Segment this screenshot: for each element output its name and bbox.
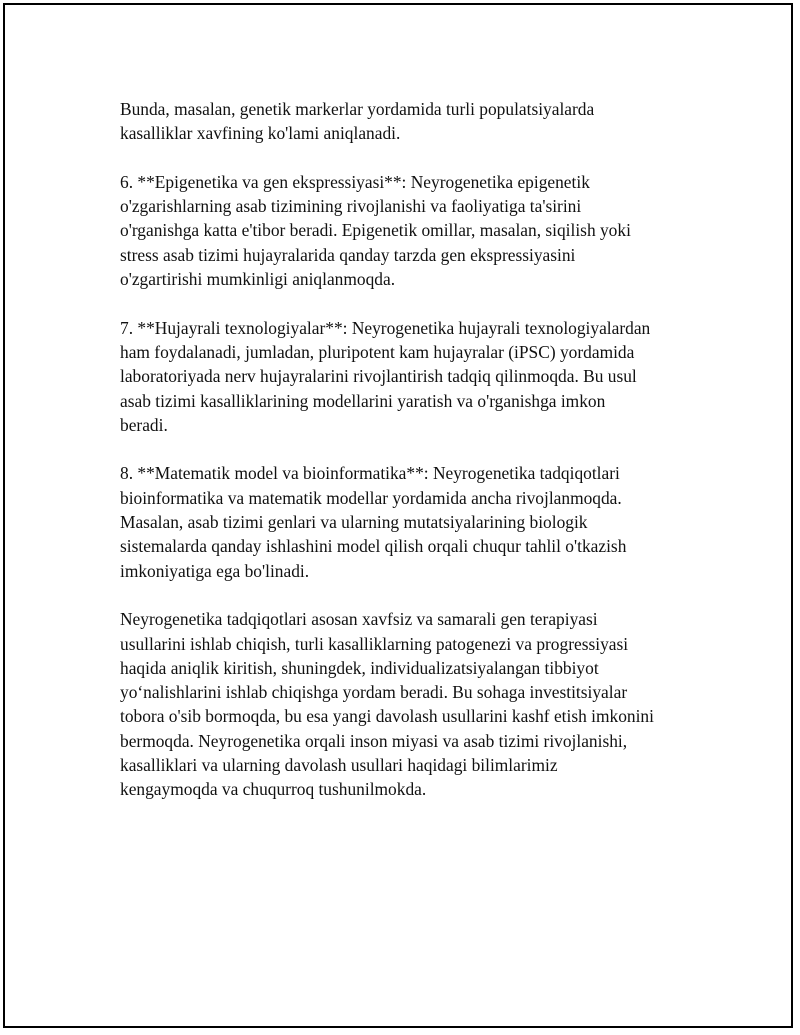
document-page <box>3 3 793 1028</box>
paragraph-conclusion: Neyrogenetika tadqiqotlari asosan xavfsiz va samarali gen terapiyasi usullarini ishlab chiqish, turli kasalliklarning patogenezi va progressiyasi haqida aniqlik kiritish, shuningdek, individualizatsiyalangan tibbiyot yo‘nalishlarini ishlab chiqishga yordam beradi. Bu sohaga investitsiyalar tobora o'sib bormoqda, bu esa yangi davolash usullarini kashf etish imkonini bermoqda. Neyrogenetika orqali inson miyasi va asab tizimi rivojlanishi, kasalliklari va ularning davolash usullari haqidagi bilimlarimiz kengaymoqda va chuqurroq tushunilmokda. <box>120 609 654 800</box>
document-body <box>120 97 710 802</box>
paragraph-cell-technologies: 7. **Hujayrali texnologiyalar**: Neyrogenetika hujayrali texnologiyalardan ham foydalanadi, jumladan, pluripotent kam hujayralar (iPSC) yordamida laboratoriyada nerv hujayralarini rivojlantirish tadqiq qilinmoqda. Bu usul asab tizimi kasalliklarining modellarini yaratish va o'rganishga imkon beradi. <box>120 317 651 435</box>
paragraph-math-bioinformatics: 8. **Matematik model va bioinformatika**: Neyrogenetika tadqiqotlari bioinformatika va matematik modellar yordamida ancha rivojlanmoqda. Masalan, asab tizimi genlari va ularning mutatsiyalarining biologik sistemalarda qanday ishlashini model qilish orqali chuqur tahlil o'tkazish imkoniyatiga ega bo'linadi. <box>120 463 627 581</box>
paragraph-intro: Bunda, masalan, genetik markerlar yordamida turli populatsiyalarda kasalliklar xavfining ko'lami aniqlanadi. <box>120 99 595 144</box>
paragraph-epigenetics: 6. **Epigenetika va gen ekspressiyasi**: Neyrogenetika epigenetik o'zgarishlarning asab tizimining rivojlanishi va faoliyatiga ta'sirini o'rganishga katta e'tibor beradi. Epigenetik omillar, masalan, siqilish yoki stress asab tizimi hujayralarida qanday tarzda gen ekspressiyasini o'zgartirishi mumkinligi aniqlanmoqda. <box>120 171 631 290</box>
